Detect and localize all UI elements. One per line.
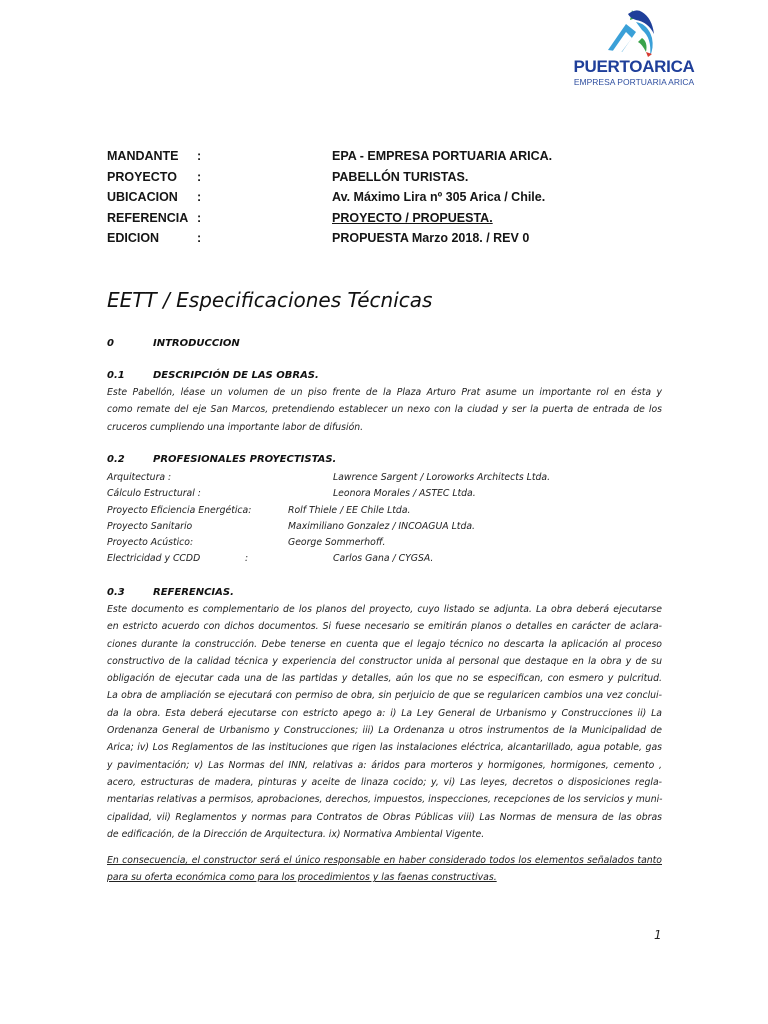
professional-role: Proyecto Eficiencia Energética: [107, 504, 252, 516]
professionals-list [107, 470, 667, 568]
meta-key: REFERENCIA [107, 210, 189, 225]
section-number: 0.2 [107, 454, 125, 465]
meta-row-ubicacion [107, 187, 667, 208]
meta-row-mandante [107, 146, 667, 167]
text-line: cipalidad, vii) Reglamentos y normas para Contratos de Obras Públicas viii) Las Normas de mensura de las obras [107, 811, 662, 823]
professional-row [107, 535, 667, 551]
text-line: obligación de ejecutar cada una de las partidas y detalles, aún los que no se especifican, con esmero y pulcritud. [107, 673, 662, 685]
meta-row-edicion [107, 228, 667, 249]
professional-role: Proyecto Acústico: [107, 537, 194, 549]
text-line: cruceros cumpliendo una importante labor de difusión. [107, 421, 364, 433]
meta-colon: : [197, 231, 202, 246]
text-line: para su oferta económica como para los procedimientos y las faenas constructivas. [107, 872, 497, 884]
logo-name: PUERTOARICA [573, 57, 695, 76]
text-line: Arica; iv) Los Reglamentos de las instituciones que rigen las instalaciones eléctrica, alcantarillado, agua potable, gas [107, 742, 662, 754]
professional-name: Lawrence Sargent / Loroworks Architects Ltda. [333, 472, 551, 483]
section-title: REFERENCIAS. [153, 587, 234, 598]
meta-colon: : [197, 169, 202, 184]
section-number: 0.1 [107, 370, 125, 381]
professional-role: Electricidad y CCDD [107, 553, 201, 565]
professional-row [107, 470, 667, 486]
text-line: Ordenanza General de Urbanismo y Construcciones; iii) La Ordenanza u otros instrumentos de la Municipalidad de [107, 725, 662, 737]
professional-name: Carlos Gana / CYGSA. [333, 553, 434, 565]
text-line: como remate del eje San Marcos, pretendiendo establecer un nexo con la ciudad y ser la puerta de entrada de los [107, 404, 662, 416]
section-heading-intro [107, 338, 407, 352]
professional-name: George Sommerhoff. [288, 537, 386, 549]
text-line: en estricto acuerdo con dichos documentos. Si fuese necesario se emitirán planos o detalles en carácter de aclara- [107, 621, 662, 633]
meta-key: EDICION [107, 231, 160, 246]
meta-row-referencia [107, 208, 667, 229]
meta-value: PABELLÓN TURISTAS. [332, 169, 469, 184]
professional-name: Maximiliano Gonzalez / INCOAGUA Ltda. [288, 520, 475, 532]
professional-role: Cálculo Estructural : [107, 488, 201, 500]
meta-key: PROYECTO [107, 169, 177, 184]
section-title: INTRODUCCION [153, 338, 240, 349]
port-logo-icon [602, 8, 666, 58]
section-number: 0.3 [107, 587, 125, 598]
company-logo [568, 8, 700, 87]
section-number: 0 [107, 338, 114, 349]
text-line: ciones durante la construcción. Debe tenerse en cuenta que el legajo técnico no descarta la aplicación al proceso [107, 638, 662, 650]
professional-row [107, 519, 667, 535]
meta-colon: : [197, 210, 202, 225]
text-line: y pavimentación; v) Las Normas del INN, relativas a: áridos para morteros y hormigones, hormigones, cemento , [107, 759, 662, 771]
meta-colon: : [197, 149, 202, 163]
text-line: de edificación, de la Dirección de Arquitectura. ix) Normativa Ambiental Vigente. [107, 828, 485, 840]
section-title: PROFESIONALES PROYECTISTAS. [153, 454, 337, 465]
professional-role: Proyecto Sanitario [107, 520, 193, 532]
meta-key: MANDANTE [107, 149, 179, 163]
meta-value: PROPUESTA Marzo 2018. / REV 0 [332, 231, 530, 246]
section-heading-descripcion [107, 370, 407, 384]
professional-name: Leonora Morales / ASTEC Ltda. [333, 488, 476, 500]
text-line: acero, estructuras de madera, pinturas y aceite de linaza cocido; y, vi) Las leyes, decretos o disposiciones regla- [107, 776, 662, 788]
professional-row [107, 551, 667, 567]
document-title: EETT / Especificaciones Técnicas [107, 288, 433, 312]
professional-role: Arquitectura : [107, 472, 172, 483]
conclusion-paragraph [107, 852, 662, 887]
logo-subtitle: EMPRESA PORTUARIA ARICA [573, 77, 695, 87]
professional-row [107, 486, 667, 502]
professional-colon: : [245, 553, 249, 565]
section-heading-profesionales [107, 454, 407, 468]
professional-name: Rolf Thiele / EE Chile Ltda. [288, 504, 411, 516]
text-line: La obra de ampliación se ejecutará con permiso de obra, sin perjuicio de que se regularicen cambios una vez conclui- [107, 690, 662, 702]
section-title: DESCRIPCIÓN DE LAS OBRAS. [153, 370, 319, 381]
meta-key: UBICACION [107, 190, 178, 205]
description-paragraph [107, 384, 662, 436]
page-number: 1 [654, 928, 662, 942]
meta-value: EPA - EMPRESA PORTUARIA ARICA. [332, 149, 553, 163]
section-heading-referencias [107, 587, 407, 601]
meta-colon: : [197, 190, 202, 205]
meta-value: PROYECTO / PROPUESTA. [332, 210, 493, 225]
text-line: da la obra. Esta deberá ejecutarse con estricto apego a: i) La Ley General de Urbanismo y Construcciones ii) La [107, 707, 662, 719]
project-meta [107, 146, 667, 249]
meta-row-proyecto [107, 167, 667, 188]
text-line: mentarias relativas a permisos, aprobaciones, derechos, impuestos, inspecciones, recepciones de los servicios y muni- [107, 794, 663, 806]
professional-row [107, 503, 667, 519]
text-line: Este documento es complementario de los planos del proyecto, cuyo listado se adjunta. La obra deberá ejecutarse [107, 604, 662, 615]
references-paragraph [107, 601, 662, 843]
text-line: Este Pabellón, léase un volumen de un piso frente de la Plaza Arturo Prat asume un importante rol en ésta y [107, 387, 662, 398]
meta-value: Av. Máximo Lira nº 305 Arica / Chile. [332, 190, 546, 205]
text-line: En consecuencia, el constructor será el único responsable en haber considerado todos los elementos señalados tanto [107, 855, 662, 866]
text-line: constructivo de la calidad técnica y experiencia del constructor unida al personal que destaque en la obra y de su [107, 655, 662, 667]
